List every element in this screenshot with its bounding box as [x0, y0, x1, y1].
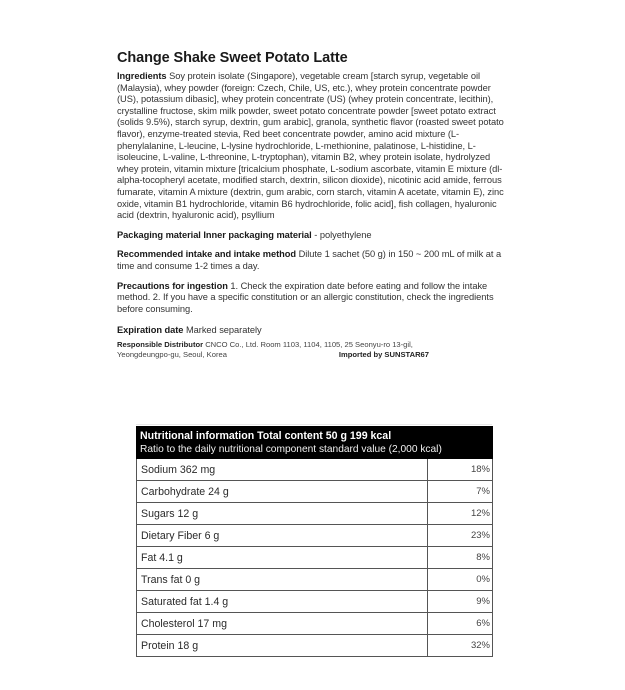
nutrition-table — [136, 426, 493, 657]
precautions-label: Precautions for ingestion — [117, 280, 228, 291]
nutrient-percent: 23% — [428, 525, 493, 547]
expiration-label: Expiration date — [117, 325, 184, 336]
table-row — [137, 547, 493, 569]
product-title: Change Shake Sweet Potato Latte — [117, 50, 348, 66]
nutrient-name: Saturated fat 1.4 g — [137, 591, 428, 613]
nutrient-percent: 6% — [428, 613, 493, 635]
intake-text: Dilute 1 sachet (50 g) in 150 ~ 200 mL of milk at a time and consume 1-2 times a day. — [117, 249, 502, 271]
nutrient-name: Trans fat 0 g — [137, 569, 428, 591]
nutrient-percent: 7% — [428, 481, 493, 503]
nutrient-name: Cholesterol 17 mg — [137, 613, 428, 635]
product-label — [117, 50, 509, 360]
ingredients-section — [117, 71, 509, 222]
nutrition-header — [137, 427, 493, 459]
nutrition-header-subtitle: Ratio to the daily nutritional component standard value (2,000 kcal) — [140, 444, 442, 455]
table-row — [137, 503, 493, 525]
table-row — [137, 481, 493, 503]
table-row — [137, 635, 493, 657]
expiration-text: Marked separately — [185, 325, 262, 336]
expiration-section — [117, 325, 509, 337]
table-row — [137, 591, 493, 613]
nutrient-name: Dietary Fiber 6 g — [137, 525, 428, 547]
nutrient-name: Sodium 362 mg — [137, 459, 428, 481]
nutrient-percent: 8% — [428, 547, 493, 569]
table-row — [137, 525, 493, 547]
table-row — [137, 459, 493, 481]
nutrient-percent: 12% — [428, 503, 493, 525]
distributor-line1: CNCO Co., Ltd. Room 1103, 1104, 1105, 25 Seonyu-ro 13-gil, — [205, 339, 413, 349]
ingredients-text: Soy protein isolate (Singapore), vegetable cream [starch syrup, vegetable oil (Malaysia), whey powder (foreign: Czech, Chile, US, etc.), whey protein concentrate powder (US), potassium dibasic], whey protein concentrate (US) (whey protein concentrate, lecithin), crystalline fructose, skim milk powder, sweet potato concentrate powder [sweet potato extract (solids 9.5%), starch syrup, dextrin, gum arabic], granola, synthetic flavor (roasted sweet potato flavor), enzyme-treated stevia, Red beet concentrate powder, amino acid mixture (L-phenylalanine, L-leucine, L-lysine hydrochloride, L-methionine, palatinose, L-histidine, L-isoleucine, L-valine, L-threonine, L-tryptophan), vitamin B2, whey protein isolate, hydrolyzed whey protein, vitamin mixture [tricalcium phosphate, L-sodium ascorbate, vitamin E mixture (dl-alpha-tocopheryl acetate, modified starch, dextrin, silicon dioxide), nicotinic acid amide, ferrous fumarate, vitamin A mixture (dextrin, gum arabic, corn starch, vitamin A acetate, vitamin E), zinc oxide, vitamin B1 hydrochloride, vitamin B6 hydrochloride, folic acid], fish collagen, hyaluronic acid (dextrin, hyaluronic acid), psyllium — [117, 71, 504, 221]
distributor-label: Responsible Distributor — [117, 339, 204, 349]
nutrient-percent: 18% — [428, 459, 493, 481]
packaging-label: Packaging material Inner packaging material — [117, 229, 312, 240]
imported-by: Imported by SUNSTAR67 — [338, 349, 429, 359]
distributor-section — [117, 340, 509, 350]
divider — [136, 424, 492, 425]
nutrient-name: Sugars 12 g — [137, 503, 428, 525]
nutrient-name: Protein 18 g — [137, 635, 428, 657]
nutrient-percent: 32% — [428, 635, 493, 657]
nutrient-percent: 9% — [428, 591, 493, 613]
distributor-row2 — [117, 350, 429, 360]
table-row — [137, 613, 493, 635]
table-row — [137, 569, 493, 591]
packaging-text: - polyethylene — [314, 229, 372, 240]
ingredients-label: Ingredients — [117, 71, 167, 81]
precautions-section — [117, 281, 509, 316]
nutrient-percent: 0% — [428, 569, 493, 591]
precautions-text: 1. Check the expiration date before eating and follow the intake method. 2. If you have a specific constitution or an allergic constitution, check the ingredients before consuming. — [117, 280, 494, 314]
intake-label: Recommended intake and intake method — [117, 249, 297, 260]
nutrient-name: Carbohydrate 24 g — [137, 481, 428, 503]
intake-section — [117, 249, 509, 272]
nutrient-name: Fat 4.1 g — [137, 547, 428, 569]
distributor-line2: Yeongdeungpo-gu, Seoul, Korea — [117, 349, 227, 359]
nutrition-header-title: Nutritional information Total content 50 g 199 kcal — [140, 430, 392, 442]
packaging-section — [117, 230, 509, 242]
